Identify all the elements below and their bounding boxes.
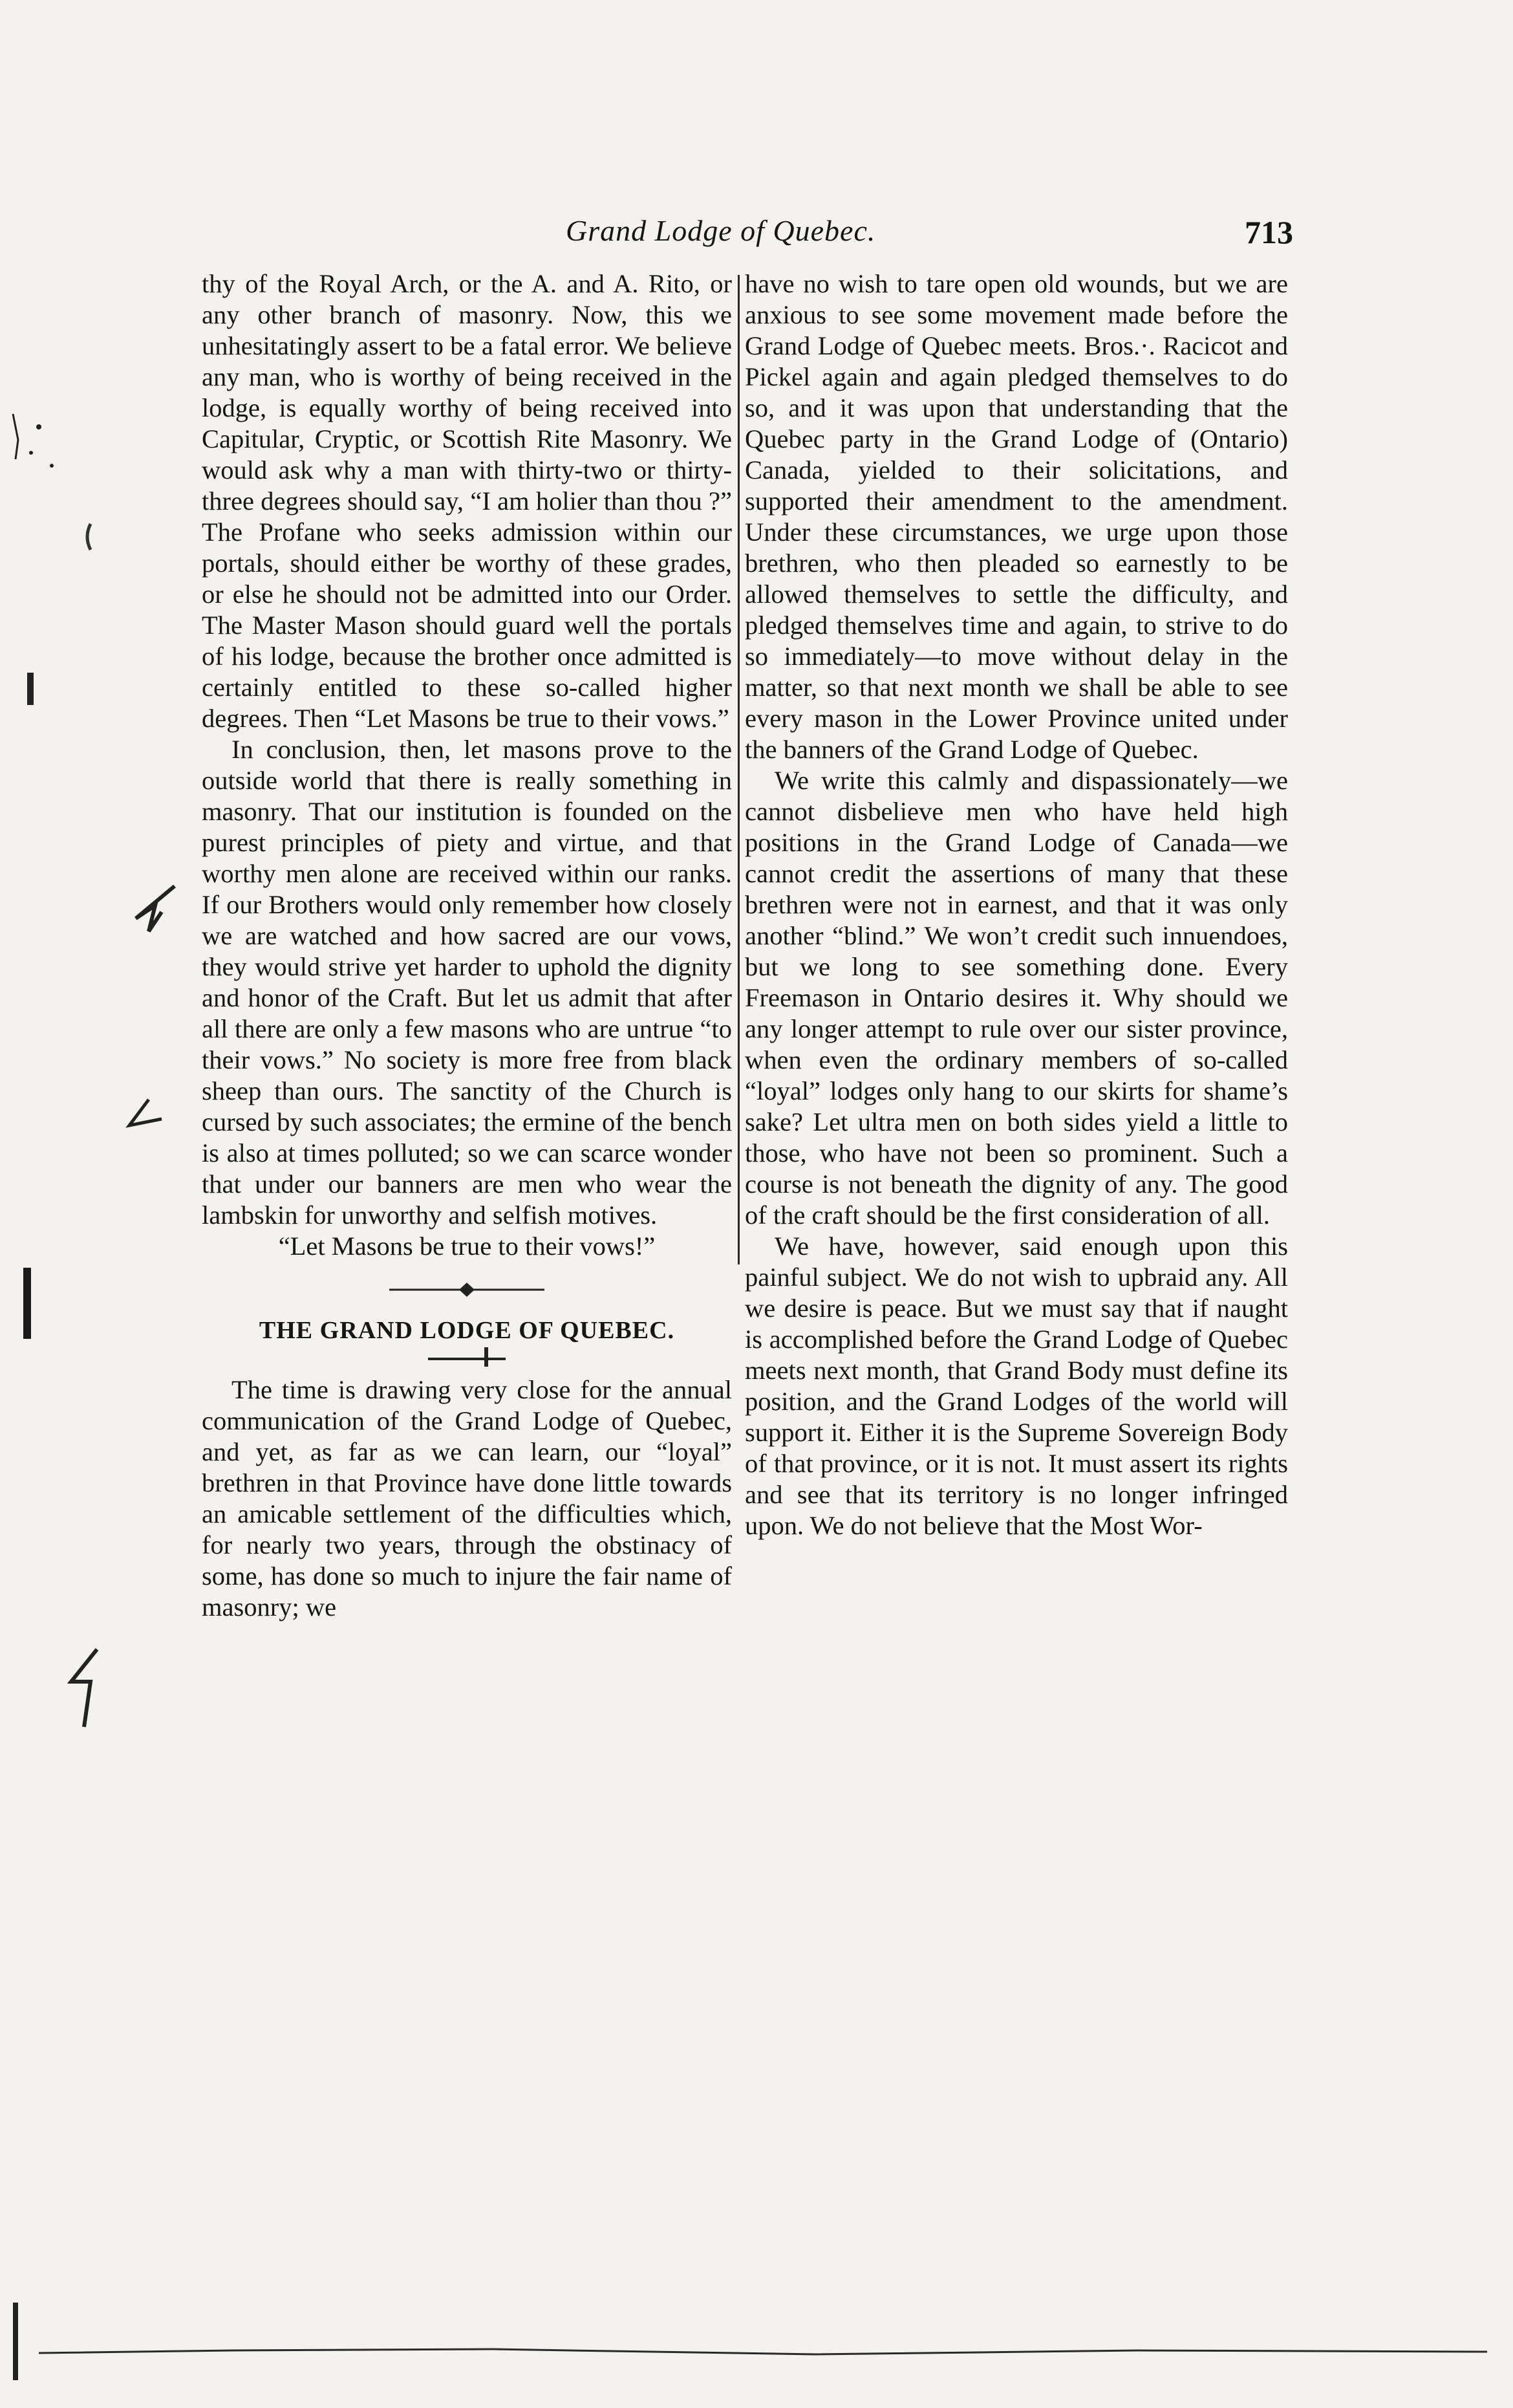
heading-rule-mark (422, 1346, 512, 1368)
left-paragraph-1: thy of the Royal Arch, or the A. and A. Rito, or any other branch of masonry. Now, this we unhesitatingly assert to be a fatal error. We believe any man, who is worthy of being received in the lodge, is equally worthy of being received into Capitular, Cryptic, or Scottish Rite Masonry. We would ask why a man with thirty-two or thirty-three degrees should say, “I am holier than thou ?” The Profane who seeks admission within our portals, should either be worthy of these grades, or else he should not be admitted into our Order. The Master Mason should guard well the portals of his lodge, because the brother once admitted is certainly entitled to these so-called higher degrees. Then “Let Masons be true to their vows.” (202, 269, 732, 733)
running-title: Grand Lodge of Quebec. (566, 214, 876, 247)
section-divider-ornament (383, 1281, 551, 1298)
page-number: 713 (1245, 214, 1293, 250)
section-heading: THE GRAND LODGE OF QUEBEC. (259, 1317, 675, 1344)
left-paragraph-3: The time is drawing very close for the annual communication of the Grand Lodge of Quebec, and yet, as far as we can learn, our “loyal” brethren in that Province have done little towards an amicable settlement of the difficulties which, for nearly two years, through the obstinacy of some, has done so much to injure the fair name of masonry; we (202, 1375, 732, 1622)
column-rule (738, 275, 740, 1264)
bottom-scan-line (39, 2341, 1487, 2361)
margin-specks (0, 0, 194, 2408)
running-head (200, 213, 1293, 272)
closing-quote: “Let Masons be true to their vows!” (278, 1231, 656, 1261)
right-column (745, 268, 1288, 1541)
left-column (202, 268, 732, 1623)
right-paragraph-2: We write this calmly and dispassionately—we cannot disbelieve men who have held high positions in the Grand Lodge of Canada—we cannot credit the assertions of many that these brethren were not in earnest, and that it was only another “blind.” We won’t credit such innuendoes, but we long to see something done. Every Freemason in Ontario desires it. Why should we any longer attempt to rule over our sister province, when even the ordinary members of so-called “loyal” lodges only hang to our skirts for shame’s sake? Let ultra men on both sides yield a little to those, who have not been so prominent. Such a course is not beneath the dignity of any. The good of the craft should be the first consideration of all. (745, 766, 1288, 1230)
left-paragraph-2: In conclusion, then, let masons prove to the outside world that there is really something in masonry. That our institution is founded on the purest principles of piety and virtue, and that worthy men alone are received within our ranks. If our Brothers would only remember how closely we are watched and how sacred are our vows, they would strive yet harder to uphold the dignity and honor of the Craft. But let us admit that after all there are only a few masons who are untrue “to their vows.” No society is more free from black sheep than ours. The sanctity of the Church is cursed by such associates; the ermine of the bench is also at times polluted; so we can scarce wonder that under our banners are men who wear the lambskin for unworthy and selfish motives. (202, 735, 732, 1230)
right-paragraph-3: We have, however, said enough upon this painful subject. We do not wish to upbraid any. All we desire is peace. But we must say that if naught is accomplished before the Grand Lodge of Quebec meets next month, that Grand Body must define its position, and the Grand Lodges of the world will support it. Either it is the Supreme Sovereign Body of that province, or it is not. It must assert its rights and see that its territory is no longer infringed upon. We do not believe that the Most Wor- (745, 1231, 1288, 1540)
right-paragraph-1: have no wish to tare open old wounds, but we are anxious to see some movement made before the Grand Lodge of Quebec meets. Bros.·. Racicot and Pickel again and again pledged themselves to do so, and it was upon that understanding that the Quebec party in the Grand Lodge of (Ontario) Canada, yielded to their solicitations, and supported their amendment to the amendment. Under these circumstances, we urge upon those brethren, who then pleaded so earnestly to be allowed themselves to settle the difficulty, and pledged themselves time and again, to strive to do so immediately—to move without delay in the matter, so that next month we shall be able to see every mason in the Lower Province united under the banners of the Grand Lodge of Quebec. (745, 269, 1288, 764)
